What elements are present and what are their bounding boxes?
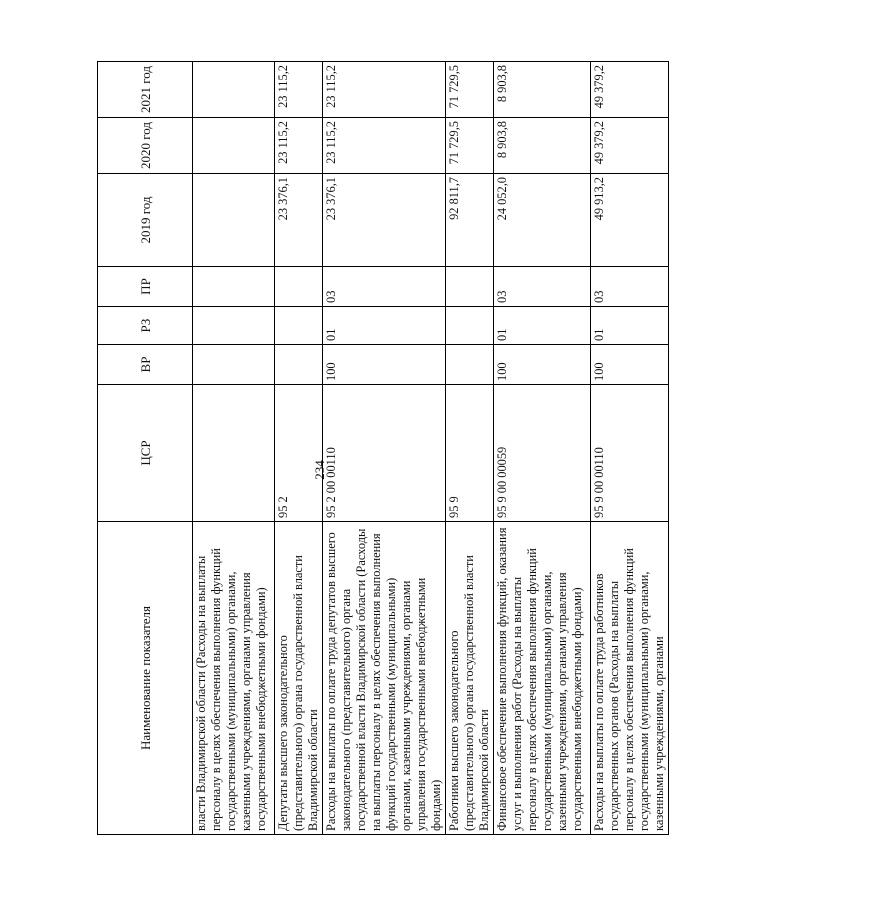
cell-pr: [275, 267, 323, 307]
budget-table: [97, 61, 669, 835]
cell-name: Расходы на выплаты по оплате труда депутатов высшего законодательного (представительного) органа государственной власти Владимирской области (Расходы на выплаты персоналу в целях обеспечения выполнения функций государственными (муниципальными) органами, казенными учреждениями, органами управления государственными внебюджетными фондами): [323, 522, 446, 835]
cell-pr: 03: [591, 267, 669, 307]
cell-name: Работники высшего законодательного (представительного) органа государственной власти Владимирской области: [446, 522, 494, 835]
cell-2019: 49 913,2: [591, 174, 669, 267]
cell-2021: [193, 62, 275, 118]
table-row: [494, 62, 591, 835]
table-row: [446, 62, 494, 835]
cell-pr: 03: [323, 267, 446, 307]
cell-2019: 23 376,1: [275, 174, 323, 267]
cell-csr: 95 9 00 00059: [494, 385, 591, 522]
cell-pr: [193, 267, 275, 307]
cell-csr: 95 2 00 00110: [323, 385, 446, 522]
header-2019: 2019 год: [98, 174, 193, 267]
cell-vr: 100: [323, 345, 446, 385]
cell-vr: [446, 345, 494, 385]
header-2020: 2020 год: [98, 118, 193, 174]
cell-2021: 23 115,2: [275, 62, 323, 118]
table-row: [591, 62, 669, 835]
cell-name: Финансовое обеспечение выполнения функций, оказания услуг и выполнения работ (Расходы на выплаты персоналу в целях обеспечения выполнения функций государственными (муниципальными) органами, казенными учреждениями, органами управления государственными внебюджетными фондами): [494, 522, 591, 835]
table-row: [323, 62, 446, 835]
cell-rz: [446, 307, 494, 345]
header-2021: 2021 год: [98, 62, 193, 118]
page-number: 234: [312, 460, 327, 480]
table-inner: [97, 62, 666, 835]
cell-rz: [275, 307, 323, 345]
cell-2020: [193, 118, 275, 174]
cell-csr: 95 2: [275, 385, 323, 522]
cell-2019: [193, 174, 275, 267]
header-pr: ПР: [98, 267, 193, 307]
cell-vr: 100: [494, 345, 591, 385]
cell-pr: 03: [494, 267, 591, 307]
cell-rz: 01: [591, 307, 669, 345]
header-row: [98, 62, 193, 835]
rotated-table-wrapper: [97, 62, 870, 831]
cell-rz: 01: [323, 307, 446, 345]
cell-csr: 95 9 00 00110: [591, 385, 669, 522]
header-csr: ЦСР: [98, 385, 193, 522]
table-row: [193, 62, 275, 835]
cell-2020: 23 115,2: [323, 118, 446, 174]
cell-2021: 23 115,2: [323, 62, 446, 118]
cell-2021: 8 903,8: [494, 62, 591, 118]
cell-vr: 100: [591, 345, 669, 385]
cell-2020: 49 379,2: [591, 118, 669, 174]
cell-pr: [446, 267, 494, 307]
cell-name: власти Владимирской области (Расходы на выплаты персоналу в целях обеспечения выполнения функций государственными (муниципальными) органами, казенными учреждениями, органами управления государственными внебюджетными фондами): [193, 522, 275, 835]
cell-2020: 71 729,5: [446, 118, 494, 174]
cell-csr: [193, 385, 275, 522]
cell-name: Расходы на выплаты по оплате труда работников государственных органов (Расходы на выплаты персоналу в целях обеспечения выполнения функций государственными (муниципальными) органами, казенными учреждениями, органами: [591, 522, 669, 835]
cell-2020: 8 903,8: [494, 118, 591, 174]
cell-csr: 95 9: [446, 385, 494, 522]
header-vr: ВР: [98, 345, 193, 385]
cell-rz: 01: [494, 307, 591, 345]
cell-2021: 71 729,5: [446, 62, 494, 118]
header-rz: РЗ: [98, 307, 193, 345]
cell-2021: 49 379,2: [591, 62, 669, 118]
cell-vr: [275, 345, 323, 385]
cell-2020: 23 115,2: [275, 118, 323, 174]
cell-2019: 23 376,1: [323, 174, 446, 267]
cell-vr: [193, 345, 275, 385]
cell-rz: [193, 307, 275, 345]
table-row: [275, 62, 323, 835]
header-name: Наименование показателя: [98, 522, 193, 835]
cell-name: Депутаты высшего законодательного (представительного) органа государственной власти Владимирской области: [275, 522, 323, 835]
cell-2019: 24 052,0: [494, 174, 591, 267]
cell-2019: 92 811,7: [446, 174, 494, 267]
